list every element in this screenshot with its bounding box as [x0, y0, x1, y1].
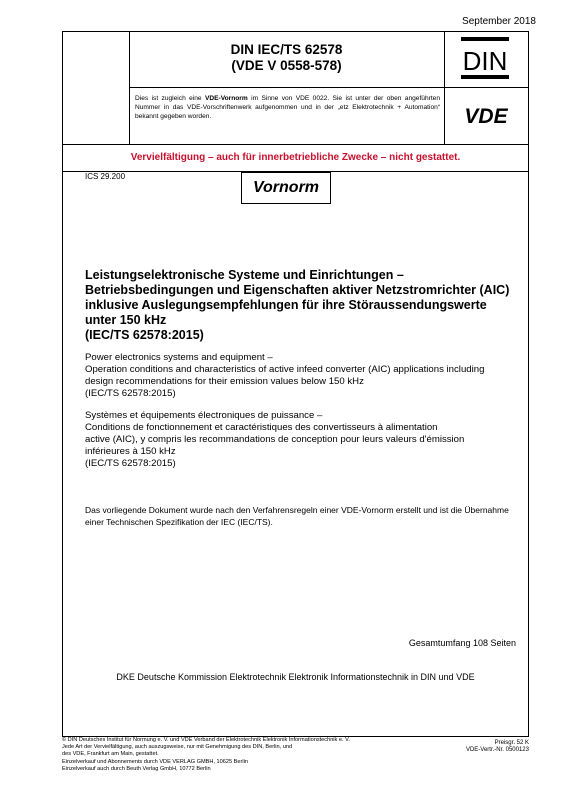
copyright-footer: [62, 737, 422, 773]
issue-date: September 2018: [462, 16, 536, 27]
french-title-line: active (AIC), y compris les recommandations de conception pour leurs valeurs d'émission: [85, 434, 465, 445]
header-middle-cell: [129, 32, 445, 144]
vde-note-bold: VDE-Vornorm: [204, 95, 248, 102]
price-group: Preisgr. 52 K: [494, 740, 529, 746]
english-title-line: (IEC/TS 62578:2015): [85, 388, 176, 399]
footer-line: Einzelverkauf auch durch Beuth Verlag GmbH, 10772 Berlin: [62, 765, 211, 772]
cover-frame: [62, 31, 529, 737]
german-title-line: Leistungselektronische Systeme und Einrichtungen –: [85, 268, 404, 282]
vde-logo-box: [444, 88, 528, 144]
vde-note: [135, 94, 440, 121]
standard-number: [129, 32, 444, 88]
footer-line: des VDE, Frankfurt am Main, gestattet.: [62, 751, 159, 758]
french-title-line: Conditions de fonctionnement et caractéristiques des convertisseurs à alimentation: [85, 422, 438, 433]
german-title-line: Betriebsbedingungen und Eigenschaften aktiver Netzstromrichter (AIC): [85, 283, 510, 297]
french-title-line: (IEC/TS 62578:2015): [85, 458, 176, 469]
french-title: [85, 410, 520, 470]
header-block: [63, 32, 528, 145]
header-left-cell: [63, 32, 130, 144]
vde-logo: [444, 88, 528, 144]
total-pages: Gesamtumfang 108 Seiten: [408, 638, 516, 648]
footer-line: Einzelverkauf und Abonnements durch VDE VERLAG GMBH, 10625 Berlin: [62, 758, 248, 765]
procedure-remark: Das vorliegende Dokument wurde nach den Verfahrensregeln einer VDE-Vornorm erstellt und ist die Übernahme einer Technischen Spezifikation der IEC (IEC/TS).: [85, 505, 509, 527]
copy-warning: Vervielfältigung – auch für innerbetriebliche Zwecke – nicht gestattet.: [63, 144, 528, 172]
english-title-line: Power electronics systems and equipment –: [85, 352, 273, 363]
vde-note-rest: im Sinne von VDE 0022. Sie ist unter der oben angeführten Nummer in das VDE-Vorschriftenwerk aufgenommen und in der „etz Elektrotechnik + Automation“ bekannt gegeben worden.: [135, 95, 440, 120]
german-title: [85, 268, 515, 343]
dke-line: DKE Deutsche Kommission Elektrotechnik Elektronik Informationstechnik in DIN und VDE: [116, 672, 475, 682]
ics-code: ICS 29.200: [85, 172, 126, 181]
vde-note-prefix: Dies ist zugleich eine: [135, 95, 205, 102]
footer-line: © DIN Deutsches Institut für Normung e. V. und VDE Verband der Elektrotechnik Elektronik Informationstechnik e. V.: [62, 737, 350, 743]
header-logo-cell: [444, 32, 528, 144]
vde-order-number: VDE-Vertr.-Nr. 0500123: [465, 747, 529, 754]
vornorm-badge: Vornorm: [241, 172, 331, 204]
french-title-line: inférieures à 150 kHz: [85, 446, 176, 457]
vde-logo-text: VDE: [464, 105, 508, 128]
standard-number-line1: DIN IEC/TS 62578: [230, 42, 343, 57]
german-title-line: unter 150 kHz: [85, 313, 167, 327]
english-title: [85, 352, 520, 400]
german-title-line: (IEC/TS 62578:2015): [85, 328, 204, 342]
din-logo-text: DIN: [462, 46, 508, 76]
english-title-line: design recommendations for their emission values below 150 kHz: [85, 376, 364, 387]
din-logo: [444, 32, 528, 88]
price-footer: [466, 740, 529, 755]
din-logo-box: [444, 32, 528, 88]
german-title-line: inklusive Auslegungsempfehlungen für ihre Störaussendungswerte: [85, 298, 487, 312]
english-title-line: Operation conditions and characteristics of active infeed converter (AIC) applications including: [85, 364, 485, 375]
footer-line: Jede Art der Vervielfältigung, auch auszugsweise, nur mit Genehmigung des DIN, Berlin, und: [62, 744, 293, 751]
standard-number-line2: (VDE V 0558-578): [231, 58, 342, 73]
french-title-line: Systèmes et équipements électroniques de puissance –: [85, 410, 323, 421]
